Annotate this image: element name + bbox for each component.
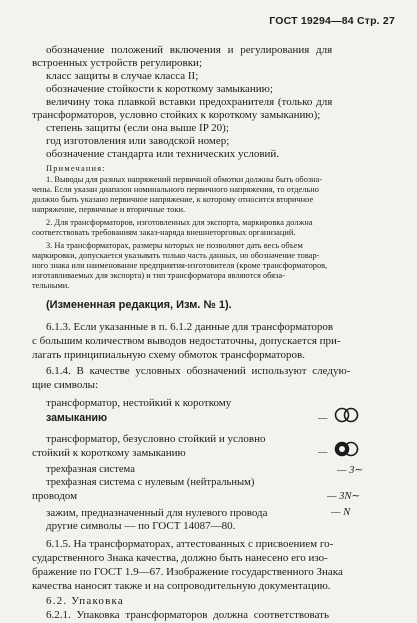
note-line: напряжение, первичные и вторичные токи. [32,205,186,214]
text-line: класс защиты в случае класса II; [46,70,199,82]
text-line: трансформаторов, условно стойких к короткому замыканию); [32,109,321,121]
symbol-desc: трансформатор, безусловно стойкий и условно [46,433,266,445]
symbol-dash: — [318,413,328,424]
edition-note: (Измененная редакция, Изм. № 1). [46,299,232,311]
text-line: обозначение стойкости к короткому замыканию; [46,83,273,95]
symbol-desc: трехфазная система [46,464,135,475]
symbol-code: — N [331,507,351,518]
transformer-shortcircuit-resistant-icon [332,440,366,458]
note-line: тельными. [32,281,70,290]
text-line: встроенных устройств регулировки; [32,57,202,69]
symbol-dash: — [318,447,328,458]
symbol-desc: трансформатор, нестойкий к короткому [46,397,232,409]
paragraph-line: бражение по ГОСТ 1.9—67. Изображение государственного Знака [32,566,343,578]
symbol-desc: другие символы — по ГОСТ 14087—80. [46,520,236,532]
notes-title: Примечания: [46,164,106,173]
text-line: обозначение стандарта или технических условий. [46,148,280,160]
symbol-desc: зажим, предназначенный для нулевого провода [46,507,268,519]
paragraph-line: сударственного Знака качества, должно быть нанесено его изо- [32,552,328,564]
paragraph-line: 6.1.4. В качестве условных обозначений используют следую- [46,365,351,377]
note-line: должно быть указано первичное напряжение, к которому относится вторичное [32,195,314,204]
note-line: 3. На трансформаторах, размеры которых не позволяют дать весь объем [46,241,303,250]
section-heading: 6.2. Упаковка [46,595,124,607]
note-line: изготавливаемых для экспорта) и тип трансформатора являются обяза- [32,271,285,280]
symbol-desc: проводом [32,490,78,502]
symbol-desc: замыканию [46,412,108,424]
note-line: 2. Для трансформаторов, изготовленных для экспорта, маркировка должна [46,218,313,227]
paragraph-line: 6.2.1. Упаковка трансформаторов должна соответствовать [46,609,329,621]
symbol-code: — 3∼ [337,465,364,476]
text-line: год изготовления или заводской номер; [46,135,230,147]
text-line: степень защиты (если она выше IP 20); [46,122,229,134]
note-line: маркировки, допускается указывать только часть данных, но обозначение товар- [32,251,320,260]
text-line: величину тока плавкой вставки предохранителя (только для [46,96,333,108]
page-header: ГОСТ 19294—84 Стр. 27 [269,15,395,27]
paragraph-line: с большим количеством выводов недостаточны, допускается при- [32,335,341,347]
note-line: чены. Если указан диапазон номинального первичного напряжения, то отдельно [32,185,319,194]
paragraph-line: лагать принципиальную схему обмоток трансформаторов. [32,349,305,361]
paragraph-line: 6.1.5. На трансформаторах, аттестованных с присвоением го- [46,538,334,550]
text-line: обозначение положений включения и регулирования для [46,44,333,56]
symbol-desc: стойкий к короткому замыканию [32,447,186,459]
transformer-nonresistant-icon [332,406,366,424]
paragraph-line: 6.1.3. Если указанные в п. 6.1.2 данные для трансформаторов [46,321,334,333]
note-line: соответствовать требованиям заказ-наряда внешнеторговых организаций. [32,228,296,237]
symbol-desc: трехфазная система с нулевым (нейтральным) [46,477,255,488]
symbol-code: — 3N∼ [327,491,361,502]
note-line: 1. Выводы для разных напряжений первичной обмотки должны быть обозна- [46,175,323,184]
paragraph-line: качества наносят также и на сопроводительную документацию. [32,580,331,592]
paragraph-line: щие символы: [32,379,99,391]
note-line: ного знака или наименование предприятия-изготовителя (кроме трансформаторов, [32,261,328,270]
